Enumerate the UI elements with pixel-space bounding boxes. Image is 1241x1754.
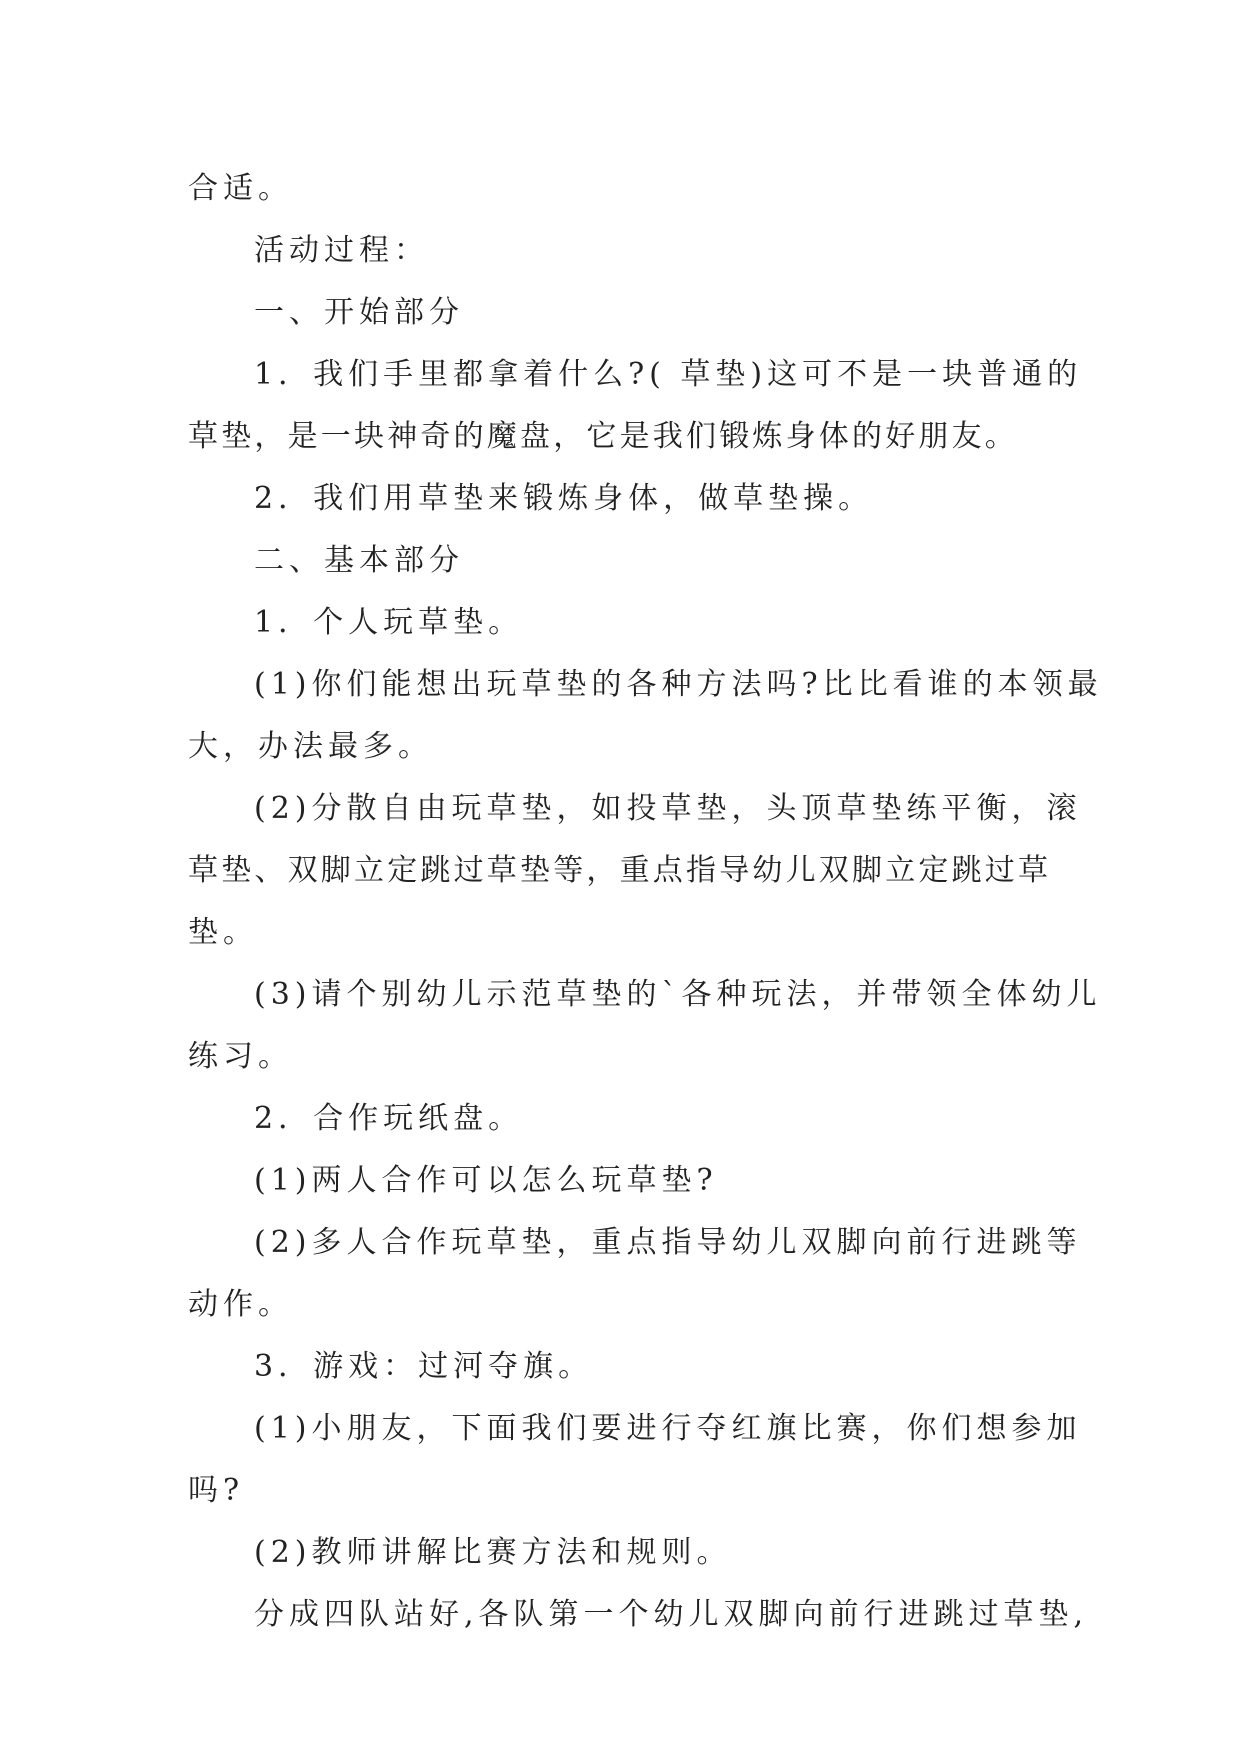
paragraph-line: 分成四队站好,各队第一个幼儿双脚向前行进跳过草垫, xyxy=(254,1597,1089,1632)
paragraph-line: 草垫、双脚立定跳过草垫等，重点指导幼儿双脚立定跳过草 xyxy=(188,853,1052,888)
paragraph-line: 2．我们用草垫来锻炼身体，做草垫操。 xyxy=(254,481,874,516)
paragraph-line: 吗? xyxy=(188,1473,245,1508)
paragraph-line: 大，办法最多。 xyxy=(188,729,433,764)
section-heading: 二、基本部分 xyxy=(254,543,464,578)
section-heading: 一、开始部分 xyxy=(254,295,464,330)
paragraph-line: (3)请个别幼儿示范草垫的`各种玩法，并带领全体幼儿 xyxy=(254,977,1102,1012)
paragraph-line: 练习。 xyxy=(188,1039,293,1074)
text-line: 合适。 xyxy=(188,171,293,206)
subsection-heading: 1．个人玩草垫。 xyxy=(254,605,524,640)
paragraph-line: 1．我们手里都拿着什么?( 草垫)这可不是一块普通的 xyxy=(254,357,1083,392)
section-heading: 活动过程： xyxy=(254,233,429,268)
paragraph-line: (1)两人合作可以怎么玩草垫? xyxy=(254,1163,718,1198)
paragraph-line: (1)你们能想出玩草垫的各种方法吗?比比看谁的本领最 xyxy=(254,667,1103,702)
paragraph-line: (2)教师讲解比赛方法和规则。 xyxy=(254,1535,732,1570)
paragraph-line: 垫。 xyxy=(188,915,258,950)
paragraph-line: 动作。 xyxy=(188,1287,293,1322)
paragraph-line: (1)小朋友，下面我们要进行夺红旗比赛，你们想参加 xyxy=(254,1411,1082,1446)
paragraph-line: (2)分散自由玩草垫，如投草垫，头顶草垫练平衡，滚 xyxy=(254,791,1082,826)
subsection-heading: 3．游戏：过河夺旗。 xyxy=(254,1349,594,1384)
paragraph-line: (2)多人合作玩草垫，重点指导幼儿双脚向前行进跳等 xyxy=(254,1225,1082,1260)
paragraph-line: 草垫，是一块神奇的魔盘，它是我们锻炼身体的好朋友。 xyxy=(188,419,1018,454)
document-page xyxy=(188,158,1103,1646)
subsection-heading: 2．合作玩纸盘。 xyxy=(254,1101,524,1136)
